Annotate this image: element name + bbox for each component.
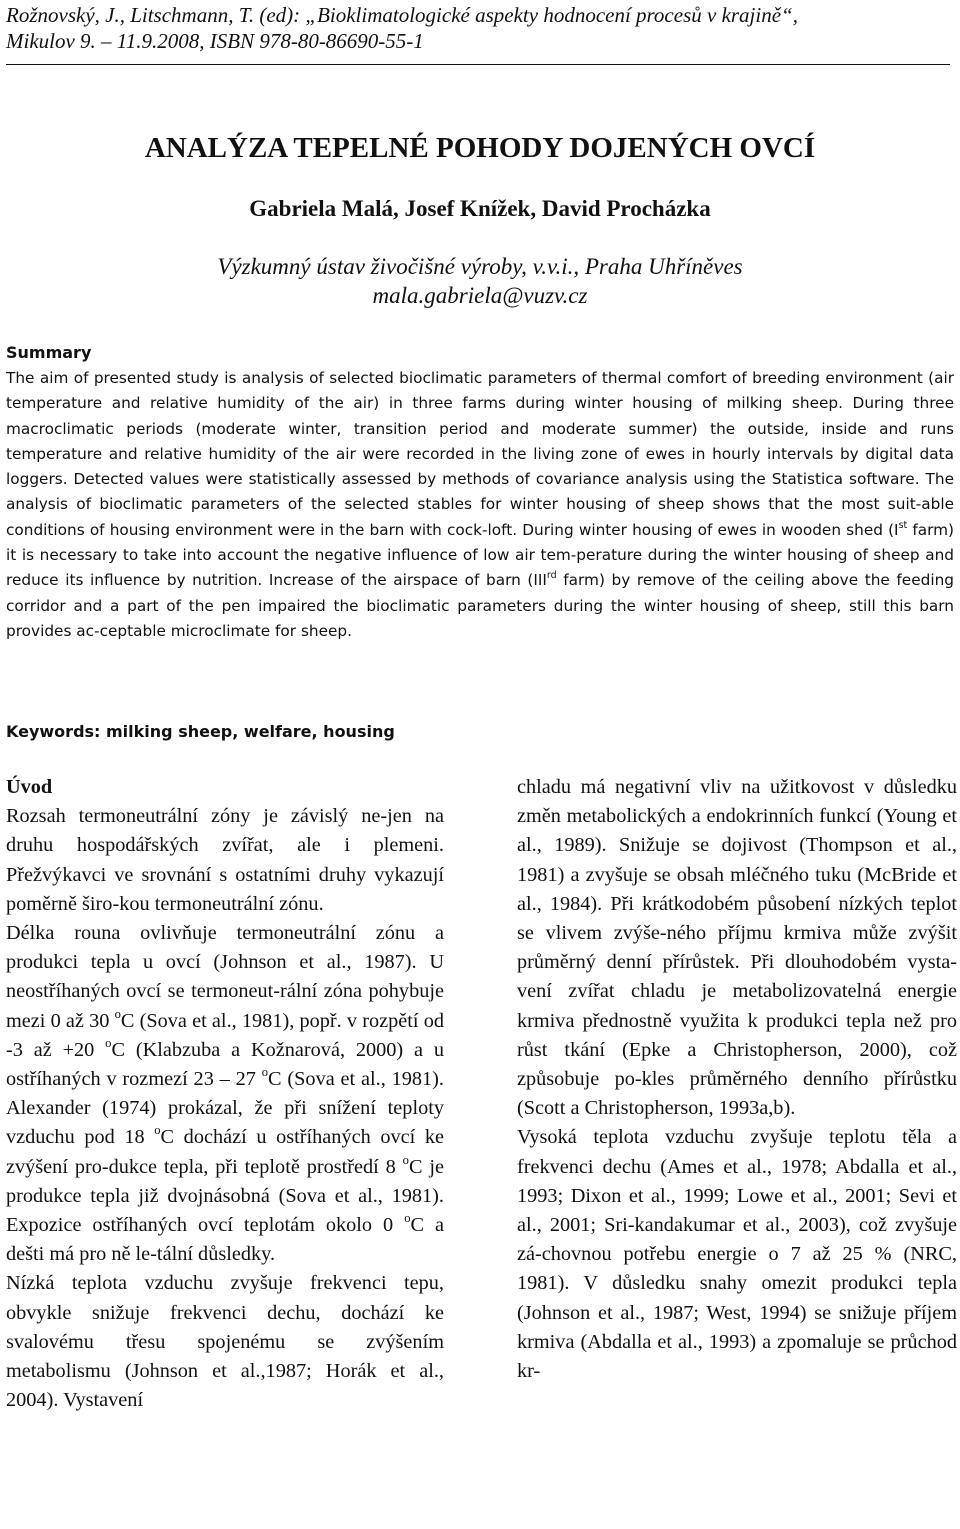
degree-mark: o bbox=[114, 1006, 121, 1021]
paper-title: ANALÝZA TEPELNÉ POHODY DOJENÝCH OVCÍ bbox=[144, 132, 816, 164]
paragraph-text: Délka rouna ovlivňuje termoneutrální zónu a produkci tepla u ovcí (Johnson et al., 1987). U neostříhaných ovcí se termoneut-rální zóna pohybuje mezi 0 až 30 bbox=[6, 922, 444, 1032]
paragraph: Rozsah termoneutrální zóny je závislý ne-jen na druhu hospodářských zvířat, ale i plemeni. Přežvýkavci ve srovnání s ostatními druhy vykazují poměrně širo-kou termoneutrální zónu. bbox=[6, 805, 444, 915]
summary-text-3: farm) by remove of the ceiling above the feeding corridor and a part of the pen impaired the bioclimatic parameters during the winter housing of sheep, still this barn provides ac-ceptable microclimate for sheep. bbox=[6, 571, 954, 640]
summary-heading: Summary bbox=[6, 343, 92, 362]
header-divider bbox=[6, 64, 950, 65]
right-column bbox=[517, 773, 957, 1386]
superscript-st: st bbox=[898, 519, 908, 531]
paragraph: Nízká teplota vzduchu zvyšuje frekvenci tepu, obvykle snižuje frekvenci dechu, dochází ke svalovému třesu spojenému se zvýšením metabolismu (Johnson et al.,1987; Horák et al., 2004). Vystavení bbox=[6, 1272, 444, 1412]
paragraph-text: C je produkce tepla již dvojnásobná (Sova et al., 1981). Expozice ostříhaných ovcí teplotám okolo 0 bbox=[6, 1155, 444, 1237]
paragraph-text: C a dešti má pro ně le-tální důsledky. bbox=[6, 1214, 444, 1266]
degree-mark: o bbox=[404, 1211, 411, 1226]
degree-mark: o bbox=[105, 1035, 112, 1050]
paragraph-text: C (Sova et al., 1981). Alexander (1974) prokázal, že při snížení teploty vzduchu pod 18 bbox=[6, 1068, 444, 1149]
paragraph: chladu má negativní vliv na užitkovost v důsledku změn metabolických a endokrinních funkcí (Young et al., 1989). Snižuje se dojivost (Thompson et al., 1981) a zvyšuje se obsah mléčného tuku (McBride et al., 1984). Při krátkodobém působení nízkých teplot se vlivem zvýše-ného příjmu krmiva může zvýšit průměrný denní přírůstek. Při dlouhodobém vysta-vení zvířat chladu je metabolizovatelná energie krmiva přednostně využita k produkci tepla než pro růst tkání (Epke a Christopherson, 2000), což způsobuje po-kles průměrného denního přírůstku (Scott a Christopherson, 1993a,b). bbox=[517, 776, 957, 1120]
author-list: Gabriela Malá, Josef Knížek, David Procházka bbox=[249, 196, 711, 221]
paragraph bbox=[6, 919, 444, 1269]
email-address: mala.gabriela@vuzv.cz bbox=[372, 283, 588, 308]
degree-mark: o bbox=[154, 1123, 161, 1138]
header-citation: Rožnovský, J., Litschmann, T. (ed): „Bioklimatologické aspekty hodnocení procesů v krajině“, bbox=[6, 3, 798, 27]
summary-text-1: The aim of presented study is analysis of selected bioclimatic parameters of thermal comfort of breeding environment (air temperature and relative humidity of the air) in three farms during winter housing of milking sheep. During three macroclimatic periods (moderate winter, transition period and moderate summer) the outside, inside and runs temperature and relative humidity of the air were recorded in the living zone of ewes in hourly intervals by digital data loggers. Detected values were statistically assessed by methods of covariance analysis using the Statistica software. The analysis of bioclimatic parameters of the selected stables for winter housing of sheep shows that the most suit-able conditions of housing environment were in the barn with cock-loft. During winter housing of ewes in wooden shed (I bbox=[6, 369, 954, 539]
paragraph-text: C (Sova et al., 1981), popř. v rozpětí od -3 až +20 bbox=[6, 1009, 445, 1061]
summary-text-2: farm) it is necessary to take into account the negative influence of low air tem-perature during the winter housing of sheep and reduce its influence by nutrition. Increase of the airspace of barn (III bbox=[6, 520, 954, 590]
keywords-line: Keywords: milking sheep, welfare, housing bbox=[6, 722, 395, 741]
running-header bbox=[6, 2, 798, 54]
left-column bbox=[6, 773, 444, 1415]
summary-abstract bbox=[6, 366, 954, 644]
degree-mark: o bbox=[402, 1152, 409, 1167]
institute: Výzkumný ústav živočišné výroby, v.v.i., Praha Uhříněves bbox=[217, 254, 743, 279]
degree-mark: o bbox=[261, 1065, 269, 1080]
section-heading-uvod: Úvod bbox=[6, 776, 53, 798]
paragraph-text: C (Klabzuba a Kožnarová, 2000) a u ostříhaných v rozmezí 23 – 27 bbox=[6, 1038, 444, 1091]
paragraph: Vysoká teplota vzduchu zvyšuje teplotu těla a frekvenci dechu (Ames et al., 1978; Abdalla et al., 1993; Dixon et al., 1999; Lowe et al., 2001; Sevi et al., 2001; Sri-kandakumar et al., 2003), což zvyšuje zá-chovnou potřebu energie o 7 až 25 % (NRC, 1981). V důsledku snahy omezit produkci tepla (Johnson et al., 1987; West, 1994) se snižuje příjem krmiva (Abdalla et al., 1993) a zpomaluje se průchod kr- bbox=[517, 1126, 957, 1383]
header-isbn: Mikulov 9. – 11.9.2008, ISBN 978-80-86690-55-1 bbox=[6, 29, 424, 53]
superscript-rd: rd bbox=[546, 570, 557, 582]
paragraph-text: C dochází u ostříhaných ovcí ke zvýšení pro-dukce tepla, při teplotě prostředí 8 bbox=[6, 1126, 445, 1178]
affiliation-block bbox=[0, 252, 960, 310]
